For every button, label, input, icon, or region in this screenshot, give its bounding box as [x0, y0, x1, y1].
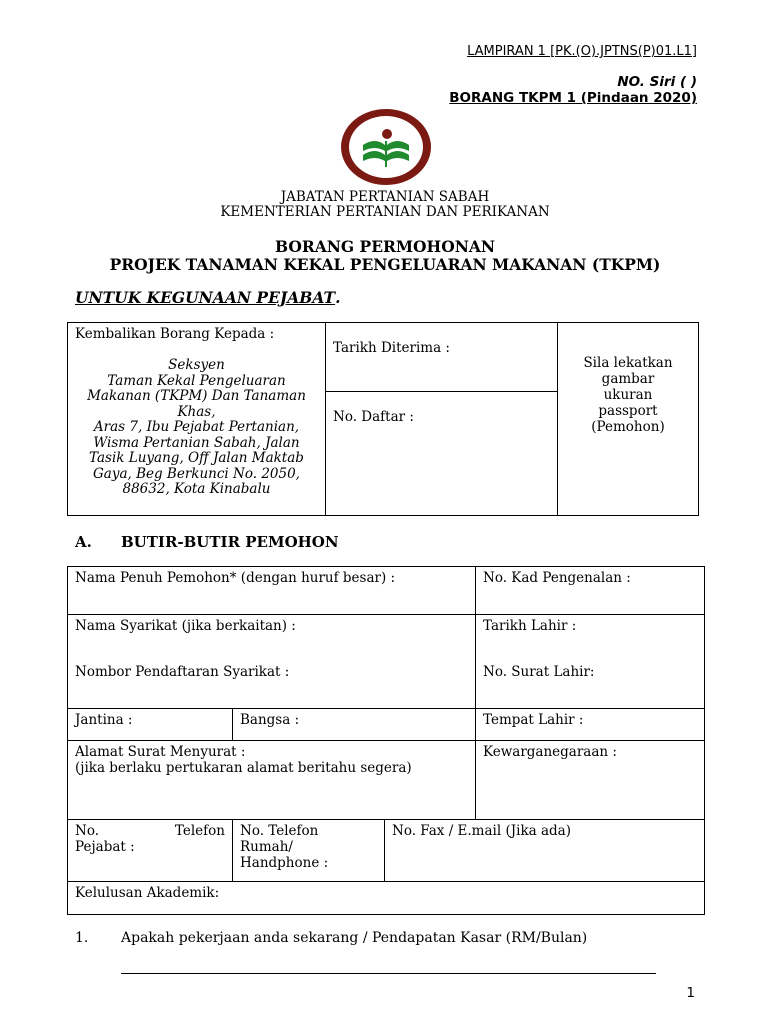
gender-field[interactable] — [68, 709, 233, 741]
gender-label: Jantina : — [75, 712, 133, 728]
date-received-field[interactable] — [326, 323, 558, 392]
return-address — [75, 358, 318, 498]
address-line: 88632, Kota Kinabalu — [122, 481, 271, 497]
address-line: Tasik Luyang, Off Jalan Maktab — [89, 450, 304, 466]
photo-instruction: (Pemohon) — [591, 419, 665, 435]
race-label: Bangsa : — [240, 712, 300, 728]
return-address-cell — [68, 323, 326, 516]
address-line: Khas, — [177, 403, 216, 420]
company-name-label: Nama Syarikat (jika berkaitan) : — [75, 618, 296, 634]
form-code: BORANG TKPM 1 (Pindaan 2020) — [449, 90, 697, 106]
date-of-birth-label: Tarikh Lahir : — [483, 618, 577, 634]
question-1-text: Apakah pekerjaan anda sekarang / Pendapatan Kasar (RM/Bulan) — [121, 930, 588, 946]
education-field[interactable] — [68, 882, 705, 915]
full-name-label: Nama Penuh Pemohon* (dengan huruf besar) : — [75, 570, 396, 586]
birth-details-field[interactable] — [476, 615, 705, 709]
office-use-dot: . — [335, 288, 341, 307]
birthplace-label: Tempat Lahir : — [483, 712, 584, 728]
education-label: Kelulusan Akademik: — [75, 885, 220, 901]
address-line: Aras 7, Ibu Pejabat Pertanian, — [93, 419, 300, 435]
address-line: Wisma Pertanian Sabah, Jalan — [93, 434, 300, 451]
address-line: Seksyen — [168, 357, 225, 373]
office-phone-label: Pejabat : — [75, 839, 135, 855]
photo-instruction: ukuran — [603, 387, 653, 403]
birth-certificate-label: No. Surat Lahir: — [483, 664, 595, 680]
form-title — [0, 238, 770, 274]
photo-instruction: passport — [598, 403, 658, 419]
address-line: Makanan (TKPM) Dan Tanaman — [87, 388, 306, 404]
company-field[interactable] — [68, 615, 476, 709]
citizenship-field[interactable] — [476, 741, 705, 820]
race-field[interactable] — [233, 709, 476, 741]
section-a-number: A. — [75, 533, 92, 551]
registration-number-field[interactable] — [326, 392, 558, 516]
fax-email-field[interactable] — [385, 820, 705, 882]
fax-email-label: No. Fax / E.mail (Jika ada) — [392, 823, 571, 839]
department-logo — [339, 107, 433, 187]
page-number: 1 — [686, 985, 695, 1001]
agency-name: JABATAN PERTANIAN SABAH — [280, 189, 490, 205]
ministry-name: KEMENTERIAN PERTANIAN DAN PERIKANAN — [220, 204, 550, 220]
document-reference: LAMPIRAN 1 [PK.(O).JPTNS(P)01.L1] — [467, 44, 697, 59]
home-phone-label: Rumah/ — [240, 839, 293, 855]
birthplace-field[interactable] — [476, 709, 705, 741]
office-use-label: UNTUK KEGUNAAN PEJABAT — [75, 288, 336, 307]
question-1-number: 1. — [75, 930, 89, 946]
return-to-label: Kembalikan Borang Kepada : — [75, 326, 275, 342]
ic-number-label: No. Kad Pengenalan : — [483, 570, 631, 586]
form-title-line-2: PROJEK TANAMAN KEKAL PENGELUARAN MAKANAN (TKPM) — [109, 255, 661, 274]
applicant-details-table — [67, 566, 705, 915]
office-use-table — [67, 322, 699, 516]
date-received-label: Tarikh Diterima : — [333, 340, 450, 356]
agency-heading — [0, 190, 770, 220]
photo-instruction: gambar — [601, 371, 655, 387]
office-phone-label: No. — [75, 823, 99, 839]
registration-number-label: No. Daftar : — [333, 409, 414, 425]
citizenship-label: Kewarganegaraan : — [483, 744, 617, 760]
full-name-field[interactable] — [68, 567, 476, 615]
question-1-answer-line[interactable] — [121, 973, 656, 974]
ic-number-field[interactable] — [476, 567, 705, 615]
mailing-address-label: Alamat Surat Menyurat : — [75, 744, 246, 760]
address-line: Gaya, Beg Berkunci No. 2050, — [93, 465, 300, 482]
home-phone-label: Handphone : — [240, 855, 329, 871]
office-use-heading — [75, 288, 340, 307]
photo-instruction: Sila lekatkan — [583, 355, 673, 371]
company-registration-label: Nombor Pendaftaran Syarikat : — [75, 664, 290, 680]
office-phone-field[interactable] — [68, 820, 233, 882]
mailing-address-note: (jika berlaku pertukaran alamat beritahu segera) — [75, 760, 412, 776]
section-a-title: BUTIR-BUTIR PEMOHON — [121, 533, 339, 551]
home-phone-field[interactable] — [233, 820, 385, 882]
address-line: Taman Kekal Pengeluaran — [107, 372, 286, 389]
mailing-address-field[interactable] — [68, 741, 476, 820]
photo-box[interactable] — [558, 323, 699, 516]
home-phone-label: No. Telefon — [240, 823, 319, 839]
form-title-line-1: BORANG PERMOHONAN — [274, 237, 496, 256]
office-phone-label: Telefon — [174, 823, 225, 839]
serial-number: NO. Siri ( ) — [617, 74, 697, 90]
